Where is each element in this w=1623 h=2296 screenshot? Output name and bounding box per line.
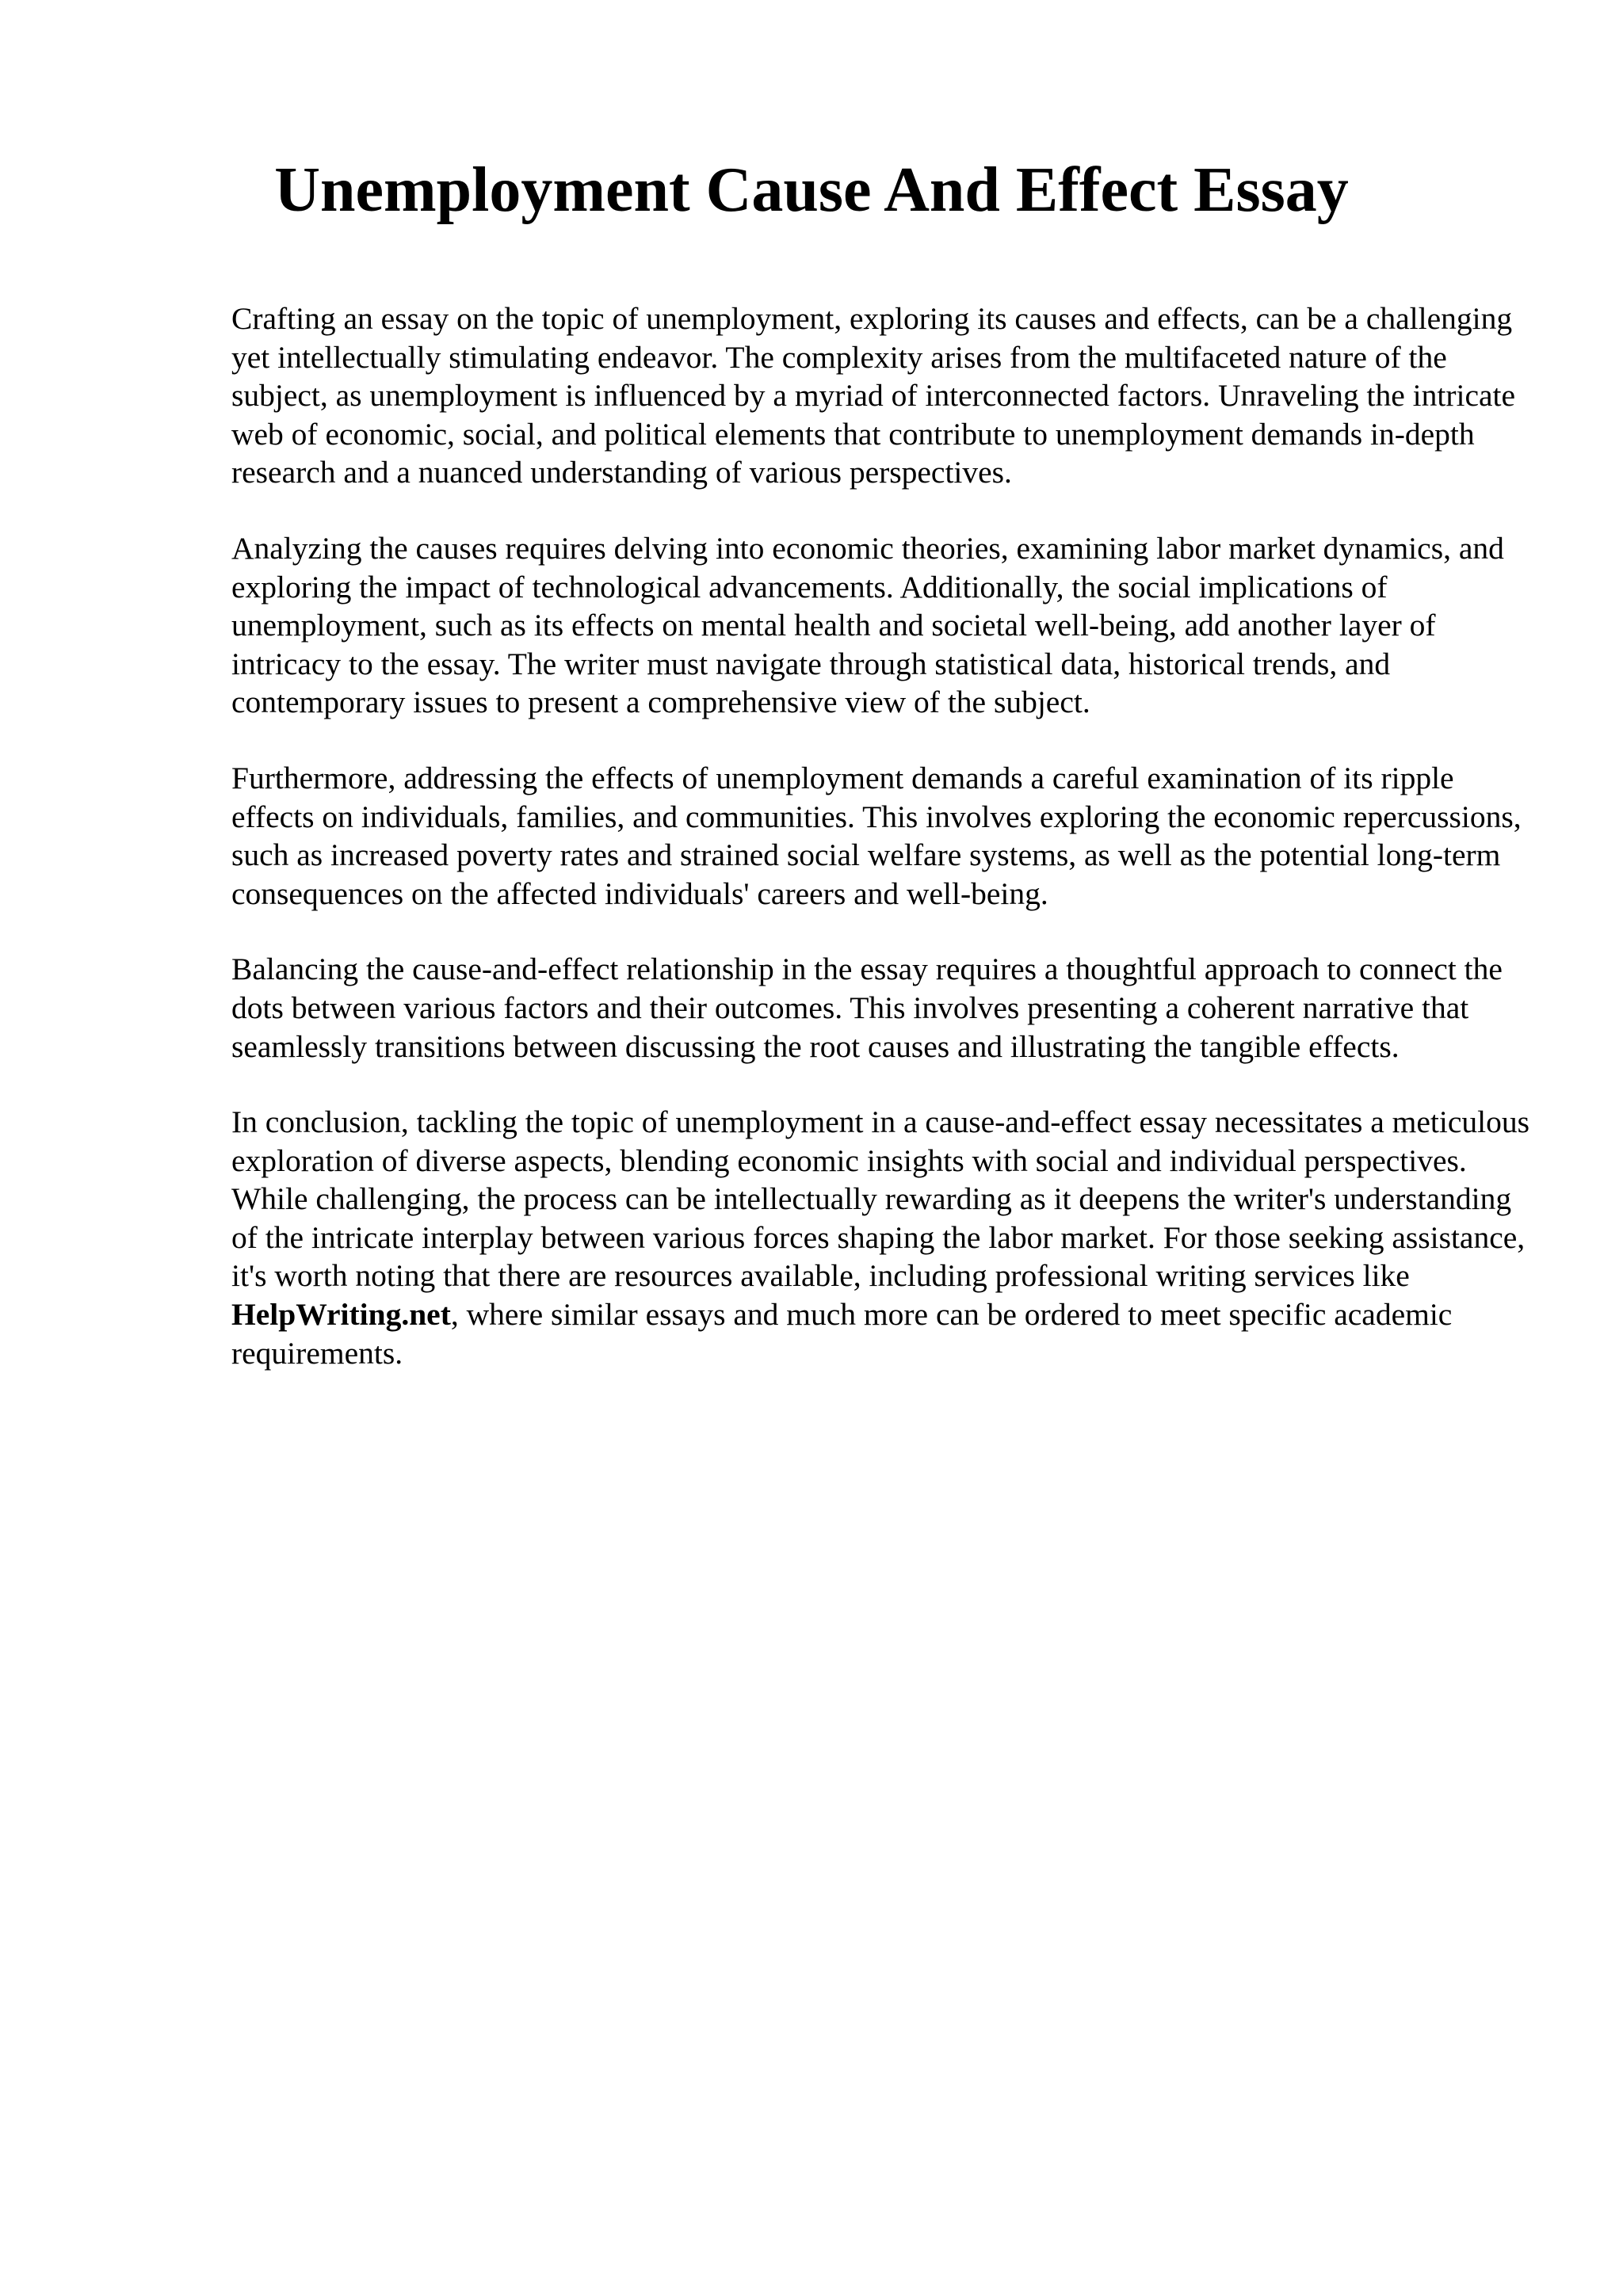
document-body bbox=[231, 299, 1531, 1409]
conclusion-text-after: , where similar essays and much more can be ordered to meet specific academic requirements. bbox=[231, 1297, 1453, 1371]
paragraph-4: Balancing the cause-and-effect relationship in the essay requires a thoughtful approach to connect the dots between various factors and their outcomes. This involves presenting a coherent narrative that seamlessly transitions between discussing the root causes and illustrating the tangible effects. bbox=[231, 952, 1503, 1064]
paragraph-2: Analyzing the causes requires delving into economic theories, examining labor market dynamics, and exploring the impact of technological advancements. Additionally, the social implications of unemployment, such as its effects on mental health and societal well-being, add another layer of intricacy to the essay. The writer must navigate through statistical data, historical trends, and contemporary issues to present a comprehensive view of the subject. bbox=[231, 530, 1504, 720]
paragraph-1: Crafting an essay on the topic of unemployment, exploring its causes and effects, can be a challenging yet intellectually stimulating endeavor. The complexity arises from the multifaceted nature of the subject, as unemployment is influenced by a myriad of interconnected factors. Unraveling the intricate web of economic, social, and political elements that contribute to unemployment demands in-depth research and a nuanced understanding of various perspectives. bbox=[231, 301, 1516, 490]
conclusion-text-before: In conclusion, tackling the topic of unemployment in a cause-and-effect essay necessitates a meticulous exploration of diverse aspects, blending economic insights with social and individual perspectives. While challenging, the process can be intellectually rewarding as it deepens the writer's understanding of the intricate interplay between various forces shaping the labor market. For those seeking assistance, it's worth noting that there are resources available, including professional writing services like bbox=[231, 1104, 1529, 1294]
document-title: Unemployment Cause And Effect Essay bbox=[274, 155, 1349, 225]
paragraph-3: Furthermore, addressing the effects of unemployment demands a careful examination of its ripple effects on individuals, families, and communities. This involves exploring the economic repercussions, such as increased poverty rates and strained social welfare systems, as well as the potential long-term consequences on the affected individuals' careers and well-being. bbox=[231, 760, 1522, 911]
paragraph-conclusion bbox=[231, 1103, 1531, 1372]
brand-name: HelpWriting.net bbox=[231, 1297, 451, 1333]
